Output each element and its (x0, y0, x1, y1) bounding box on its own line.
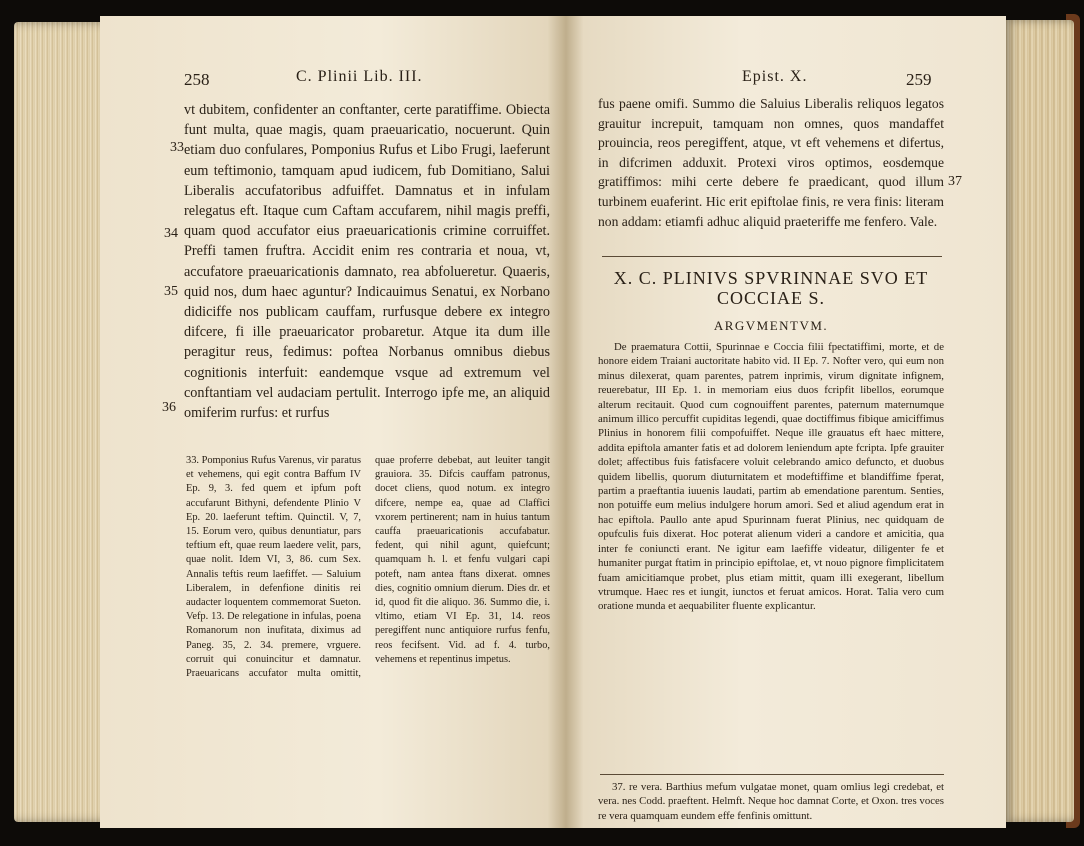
page-number: 259 (906, 70, 932, 89)
margin-number: 35 (164, 284, 178, 299)
letter-title: X. C. PLINIVS SPVRINNAE SVO ET COCCIAE S. (613, 268, 929, 308)
page-edges-right (1004, 20, 1074, 822)
footnotes: 33. Pomponius Rufus Varenus, vir paratus et vehemens, qui egit contra Baffum IV Ep. 9, 3. fed quem et ipfum poft accufarunt Bithyni, defendente Plinio V Ep. 20. laeferunt teftim. Quinctil. V, 7, 15. Eorum vero, quibus denuntiatur, pars teftium eft, quae reum laedere velit, pars, quae nolit. Idem VI, 3, 86. cum Sex. Annalis teftis reum laefiffet. — Saluium Liberalem, in defenfione dinitis rei audacter loquentem commemorat Sueton. Vefp. 13. De relegatione in infulas, poena Romanorum non inufitata, diximus ad Paneg. 35, 2. 34. premere, vrguere. corruit qui conuincitur et damnatur. Praeuaricans accufator multa omittit, quae proferre debebat, aut leuiter tangit grauiora. 35. Difcis cauffam patronus, docet cliens, quod notum. ex integro difcere, nempe ea, quae ad Claffici vxorem pertinerent; nam in huius tantum cauffa praeuaricationis accufabatur. fedent, qui nihil agunt, quiefcunt; quamquam h. l. et fenfu vulgari capi poteft, nam antea ftans dixerat. omnes dies, cognitio omnium dierum. Dies dr. et id, quod fit die aliquo. 36. Summo die, i. vltimo, etiam VI Ep. 31, 14. reos peregiffent nunc antiquiore rurfus fenfu, reos fecifsent. Vid. ad f. 4. turbo, vehemens et repentinus impetus. (186, 455, 550, 680)
divider (602, 256, 942, 257)
page-number: 258 (184, 70, 210, 89)
margin-number: 37 (948, 174, 962, 189)
left-page (100, 16, 566, 828)
divider (600, 774, 944, 775)
margin-number: 33 (170, 140, 184, 155)
open-book (14, 10, 1074, 836)
main-text: vt dubitem, confidenter an conftanter, certe paratiffime. Obiecta funt multa, quae magis, quam praeuaricatio, nocuerunt. Quin etiam duo confulares, Pomponius Rufus et Libo Frugi, laeferunt eum teftimonio, tamquam apud iudicem, fub Domitiano, Salui Liberalis accufatoribus adfuiffet. Damnatus et in infulam relegatus eft. Itaque cum Caftam accufarem, nihil magis preffi, quam quod accufator eius praeuaricationis crimine corruiffet. Preffi tamen fruftra. Accidit enim res contraria et noua, vt, accufatore praeuaricationis damnato, rea abfolueretur. Quaeris, quid nos, dum haec aguntur? Indicauimus Senatui, ex Norbano didiciffe nos publicam cauffam, rurfusque debere ex integro difcere, fi ille praeuaricator probaretur. Atque ita dum ille peragitur reus, fedimus: poftea Norbanus omnibus diebus cognitionis interfuit: eandemque vsque ad extremum vel conftantiam vel audaciam pertulit. Interrogo ipfe me, an aliquid omiferim rurfus: et rurfus (184, 102, 550, 422)
running-head: Epist. X. (742, 68, 808, 85)
margin-number: 36 (162, 400, 176, 415)
running-head: C. Plinii Lib. III. (296, 68, 423, 85)
argument-heading: ARGVMENTVM. (713, 318, 829, 333)
argument-text: De praematura Cottii, Spurinnae e Coccia filii fpectatiffimi, morte, et de honore eidem Traiani auctoritate habito vid. II Ep. 7. Nofter vero, qui eum non minus dilexerat, quam parentes, patrem inprimis, virum dignitate infignem, reuerebatur, III Ep. 1. in memoriam eius duos fcripfit libellos, eorumque alterum recitauit. Quod cum cognouiffent parentes, paternum maternumque animum illico percuffit cupiditas legendi, quae doctiffimus fibique amiciffimus Plinius in honorem filii compofuiffet. Neque ille grauatus eft haec mittere, addita epiftola amanter fatis et ad dolorem leniendum apte fcripta. Ipfe grauiter dolet; affectibus fuis fatisfacere voluit celebrando amico defuncto, et duobus quidem libellis, quorum diuturnitatem et modeftiffime et blandiffime fperat, partim a praeftantia iuuenis laudati, partim ab emendatione parentum. Senties, non potuiffe eum melius indulgere horum amori. Sed et aliud agendum erat in hac epiftola. Paullo ante apud Spurinnam fuerat Plinius, nec quidquam de opufculis fuis dixerat. Hoc poterat alienum videri a candore et amicitia, qua inter fe coniuncti erant. Ne igitur eam laefiffe videatur, diligenter fe et humaniter purgat ftatim in principio epiftolae, et, vt nouo pignore fimplicitatem fuam amicitiamque probet, plus etiam mittit, quam illi exegerant, libellum vtrumque. Haec res et iungit, iunctos et feruat amicos. Horat. Talia vero cum oratione munda et aequabiliter fluente explicantur. (598, 341, 944, 613)
main-text: fus paene omifi. Summo die Saluius Liberalis reliquos legatos grauitur increpuit, tamquam non omnes, quos mandaffet prouincia, reos peregiffent, atque, vt eft vehemens et difertus, in difcrimen adduxit. Protexi viros optimos, eosdemque gratiffimos: mihi certe debere fe praedicant, quod illum turbinem euaferint. Hic erit epiftolae finis, re vera finis: literam non addam: etiamfi adhuc aliquid praeteriffe me fenfero. Vale. (598, 96, 944, 229)
margin-number: 34 (164, 226, 178, 241)
right-page (566, 16, 1006, 828)
footnote: 37. re vera. Barthius mefum vulgatae monet, quam omlius legi credebat, et vera. nes Codd. praeftent. Helmft. Neque hoc damnat Corte, et Oxon. tres voces re vera quamquam eundem effe fenfinis omittunt. (598, 781, 944, 822)
